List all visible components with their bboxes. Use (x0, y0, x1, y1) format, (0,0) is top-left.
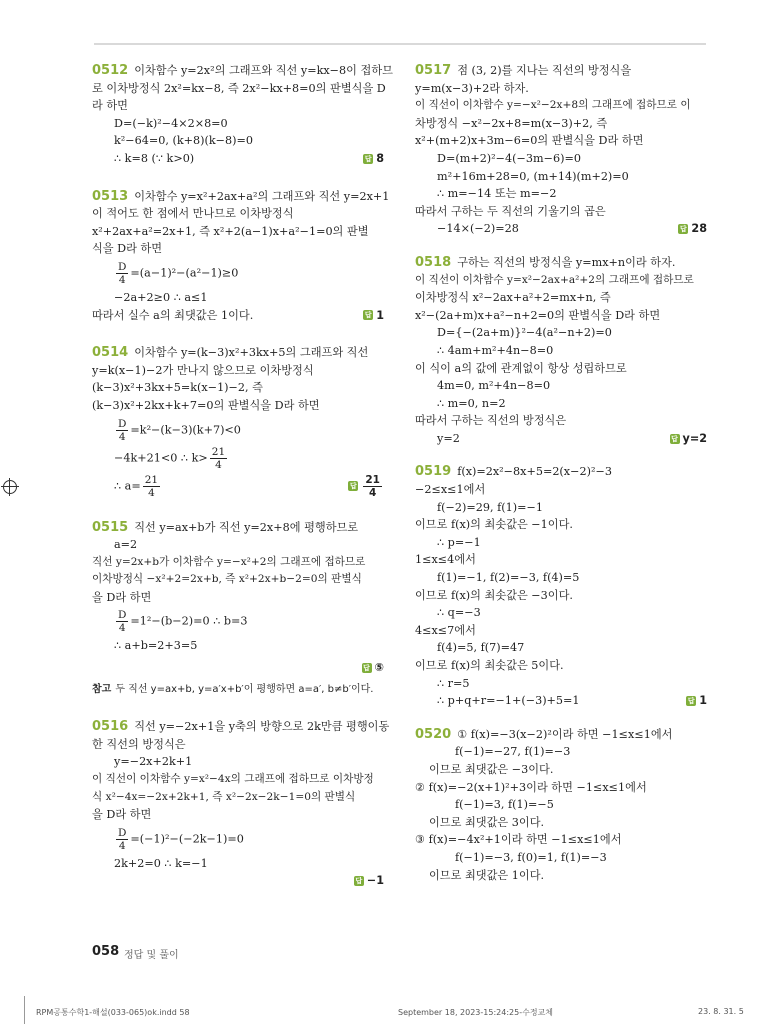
solution-line: 이 적어도 한 점에서 만나므로 이차방정식 (92, 207, 294, 221)
answer-box-icon: 답 (687, 696, 695, 705)
answer-box-icon: 답 (349, 482, 357, 490)
fraction: $\frac{D}{4}$ (118, 417, 127, 443)
fraction: $\frac{21}{4}$ (144, 473, 159, 499)
solution-line: 1≤x≤4에서 (415, 553, 476, 567)
solution-line: 따라서 실수 a의 최댓값은 1이다. (92, 308, 254, 322)
solution-line: y=2 (437, 431, 460, 445)
fraction: $\frac{21}{4}$ (211, 445, 226, 471)
problem-0518 (415, 254, 707, 448)
problem-number: 0518 (415, 254, 452, 270)
fraction: $\frac{D}{4}$ (118, 609, 127, 635)
crop-mark (24, 996, 25, 1024)
solution-line: −4k+21<0 ∴ k> $\frac{21}{4}$ (114, 445, 226, 471)
solution-line: 이므로 f(x)의 최솟값은 −3이다. (415, 588, 573, 602)
solution-line: 식을 D라 하면 (92, 242, 163, 256)
answer: 답 28 (680, 222, 707, 236)
solution-line: −14×(−2)=28 (437, 222, 519, 236)
solution-line: 이차방정식 x²−2ax+a²+2=mx+n, 즉 (415, 291, 611, 305)
solution-line: f(−1)=−27, f(1)=−3 (455, 745, 571, 759)
solution-line: 4m=0, m²+4n−8=0 (437, 379, 551, 393)
solution-line: −2a+2≥0 ∴ a≤1 (114, 290, 208, 304)
right-column (415, 62, 707, 898)
solution-line: 이므로 최댓값은 −3이다. (429, 762, 554, 776)
solution-line: ∴ p+q+r=−1+(−3)+5=1 (437, 694, 580, 708)
problem-number: 0516 (92, 719, 129, 735)
problem-0515 (92, 519, 384, 677)
solution-line: 점 (3, 2)를 지나는 직선의 방정식을 (457, 64, 632, 77)
solution-line: ∴ m=0, n=2 (437, 396, 506, 410)
solution-line: 이므로 f(x)의 최솟값은 5이다. (415, 659, 564, 672)
solution-line: 한 직선의 방정식은 (92, 737, 186, 751)
registration-mark-icon (3, 480, 17, 494)
answer: 답 ⑤ (363, 661, 384, 675)
solution-line: 따라서 구하는 두 직선의 기울기의 곱은 (415, 204, 606, 218)
left-column (92, 62, 393, 904)
solution-line: 4≤x≤7에서 (415, 623, 476, 637)
answer: 답 1 (687, 694, 707, 708)
solution-line: 이 직선이 이차함수 y=−x²−2x+8의 그래프에 접하므로 이 (415, 99, 691, 112)
problem-number: 0519 (415, 464, 452, 480)
solution-line: 이 직선이 이차함수 y=x²−4x의 그래프에 접하므로 이차방정 (92, 773, 374, 786)
problem-number: 0513 (92, 188, 129, 204)
solution-line: 이차함수 y=2x²의 그래프와 직선 y=kx−8이 접하므 (134, 64, 393, 77)
solution-line: $\frac{D}{4}$ =(a−1)²−(a²−1)≥0 (118, 260, 239, 286)
note-text: 두 직선 y=ax+b, y=a′x+b′이 평행하면 a=a′, b≠b′이다. (115, 683, 374, 695)
answer-box-icon: 답 (671, 434, 678, 443)
solution-line: −2≤x≤1에서 (415, 483, 486, 497)
solution-line: x²−(2a+m)x+a²−n+2=0의 판별식을 D라 하면 (415, 308, 661, 322)
answer: 답 1 (364, 308, 384, 322)
problem-0517 (415, 62, 707, 238)
solution-line: 이므로 f(x)의 최솟값은 −1이다. (415, 518, 573, 532)
fraction: $\frac{D}{4}$ (118, 260, 127, 286)
answer: 답 y=2 (671, 431, 707, 445)
answer: 답 8 (364, 151, 384, 165)
problem-number: 0514 (92, 345, 129, 361)
problem-0520 (415, 726, 707, 884)
solution-line: ∴ m=−14 또는 m=−2 (437, 187, 557, 201)
solution-line: (k−3)x²+2kx+k+7=0의 판별식을 D라 하면 (92, 398, 320, 412)
solution-line: 라 하면 (92, 99, 128, 113)
answer-box-icon: 답 (680, 225, 687, 234)
solution-line: 식 x²−4x=−2x+2k+1, 즉 x²−2x−2k−1=0의 판별식 (92, 790, 356, 803)
solution-line: ∴ r=5 (437, 676, 470, 690)
top-rule (94, 43, 706, 45)
print-date-info: September 18, 2023-15:24:25-수정교체 (398, 1008, 554, 1017)
solution-line: ∴ 4am+m²+4n−8=0 (437, 343, 554, 357)
answer: 답 −1 (355, 874, 384, 888)
answer-box-icon: 답 (355, 877, 363, 886)
page-number: 058 (92, 944, 120, 959)
solution-line: ② f(x)=−2(x+1)²+3이라 하면 −1≤x≤1에서 (415, 780, 647, 794)
note-tag: 참고 (92, 683, 112, 695)
solution-line: 이므로 최댓값은 1이다. (429, 868, 545, 882)
solution-line: 따라서 구하는 직선의 방정식은 (415, 414, 567, 428)
solution-line: f(4)=5, f(7)=47 (437, 641, 525, 655)
solution-line: 을 D라 하면 (92, 808, 152, 822)
problem-number: 0520 (415, 726, 452, 742)
problem-0516 (92, 718, 390, 890)
solution-line: k²−64=0, (k+8)(k−8)=0 (114, 134, 253, 148)
solution-line: D={−(2a+m)}²−4(a²−n+2)=0 (437, 326, 612, 340)
solution-line: 차방정식 −x²−2x+8=m(x−3)+2, 즉 (415, 116, 608, 130)
solution-line: D=(m+2)²−4(−3m−6)=0 (437, 151, 581, 165)
solution-line: ① f(x)=−3(x−2)²이라 하면 −1≤x≤1에서 (457, 727, 673, 741)
solution-line: ∴ a= $\frac{21}{4}$ (114, 473, 159, 499)
problem-0513 (92, 188, 390, 325)
print-right-info: 23. 8. 31. 5 (698, 1007, 744, 1016)
solution-line: (k−3)x²+3kx+5=k(x−1)−2, 즉 (92, 381, 263, 395)
solution-line: ∴ p=−1 (437, 535, 481, 549)
problem-0514 (92, 344, 384, 498)
solution-line: f(−1)=−3, f(0)=1, f(1)=−3 (455, 850, 607, 864)
solution-line: x²+2ax+a²=2x+1, 즉 x²+2(a−1)x+a²−1=0의 판별 (92, 224, 369, 238)
solution-line: 2k+2=0 ∴ k=−1 (114, 856, 208, 870)
solution-line: ∴ a+b=2+3=5 (114, 639, 198, 653)
solution-line: 이 직선이 이차함수 y=x²−2ax+a²+2의 그래프에 접하므로 (415, 273, 694, 286)
problem-number: 0512 (92, 63, 129, 78)
problem-0512 (92, 62, 393, 168)
solution-line: f(−1)=3, f(1)=−5 (455, 798, 554, 812)
answer-box-icon: 답 (363, 663, 370, 672)
solution-line: 이차방정식 −x²+2=2x+b, 즉 x²+2x+b−2=0의 판별식 (92, 573, 362, 586)
solution-line: $\frac{D}{4}$ =(−1)²−(−2k−1)=0 (118, 826, 244, 852)
solution-line: ∴ q=−3 (437, 606, 481, 620)
solution-line: 이 식이 a의 값에 관계없이 항상 성립하므로 (415, 361, 627, 375)
answer-box-icon: 답 (364, 311, 372, 320)
solution-line: ∴ k=8 (∵ k>0) (114, 151, 195, 165)
solution-line: 직선 y=−2x+1을 y축의 방향으로 2k만큼 평행이동 (134, 720, 390, 734)
problem-number: 0515 (92, 519, 129, 535)
problem-0519 (415, 463, 707, 709)
solution-line: y=m(x−3)+2라 하자. (415, 81, 529, 95)
solution-line: ③ f(x)=−4x²+1이라 하면 −1≤x≤1에서 (415, 833, 622, 847)
solution-line: a=2 (114, 538, 138, 552)
solution-line: $\frac{D}{4}$ =k²−(k−3)(k+7)<0 (118, 417, 241, 443)
solution-line: 을 D라 하면 (92, 590, 152, 604)
print-file-info: RPM공통수학1-해설(033-065)ok.indd 58 (36, 1008, 190, 1017)
fraction: $\frac{D}{4}$ (118, 826, 127, 852)
solution-line: $\frac{D}{4}$ =1²−(b−2)=0 ∴ b=3 (118, 609, 248, 635)
solution-line: 직선 y=2x+b가 이차함수 y=−x²+2의 그래프에 접하므로 (92, 555, 366, 568)
answer: 답 $\frac{21}{4}$ (349, 473, 380, 499)
solution-line: 구하는 직선의 방정식을 y=mx+n이라 하자. (457, 255, 676, 269)
note (92, 681, 384, 699)
solution-line: x²+(m+2)x+3m−6=0의 판별식을 D라 하면 (415, 134, 644, 148)
solution-line: f(−2)=29, f(1)=−1 (437, 500, 543, 514)
solution-line: D=(−k)²−4×2×8=0 (114, 116, 228, 130)
solution-line: 이차함수 y=(k−3)x²+3kx+5의 그래프와 직선 (134, 346, 369, 360)
solution-line: 로 이차방정식 2x²=kx−8, 즉 2x²−kx+8=0의 판별식을 D (92, 81, 386, 95)
footer-label: 정답 및 풀이 (124, 950, 179, 961)
solution-line: y=k(x−1)−2가 만나지 않으므로 이차방정식 (92, 363, 314, 377)
solution-line: 이므로 최댓값은 3이다. (429, 815, 545, 829)
solution-line: f(x)=2x²−8x+5=2(x−2)²−3 (457, 465, 612, 479)
problem-number: 0517 (415, 63, 452, 78)
solution-line: 직선 y=ax+b가 직선 y=2x+8에 평행하므로 (134, 520, 359, 534)
solution-line: y=−2x+2k+1 (114, 755, 193, 769)
answer-box-icon: 답 (364, 154, 372, 163)
solution-line: 이차함수 y=x²+2ax+a²의 그래프와 직선 y=2x+1 (134, 189, 390, 203)
solution-line: f(1)=−1, f(2)=−3, f(4)=5 (437, 571, 580, 585)
solution-line: m²+16m+28=0, (m+14)(m+2)=0 (437, 169, 629, 183)
